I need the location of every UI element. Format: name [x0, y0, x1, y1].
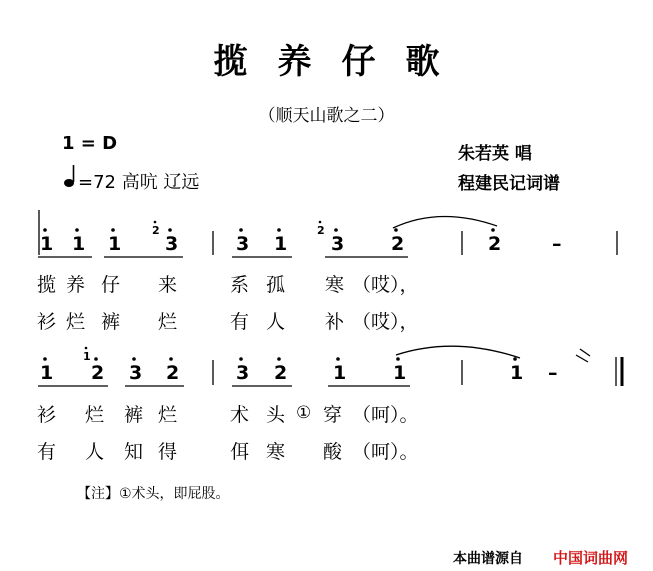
- lyric: 有: [37, 441, 57, 463]
- singer-credit: 朱若英 唱: [458, 144, 532, 164]
- lyric: （哎），: [352, 274, 419, 296]
- note: 1: [274, 233, 288, 255]
- lyric: 人: [266, 311, 286, 333]
- lyric: 补: [325, 311, 345, 333]
- lyric: 佴: [230, 441, 250, 463]
- octave-dot: [394, 228, 398, 232]
- octave-dot: [277, 357, 281, 361]
- note: 2: [391, 233, 405, 255]
- note: 1: [510, 362, 524, 384]
- octave-dot: [513, 357, 517, 361]
- octave-dot: [43, 228, 47, 232]
- note: 1: [72, 233, 86, 255]
- lyric: 有: [230, 311, 250, 333]
- note: 1: [40, 233, 54, 255]
- slur: [393, 216, 497, 228]
- key-signature: 1 = D: [62, 133, 118, 154]
- lyric: 人: [85, 441, 105, 463]
- transcriber-credit: 程建民记词谱: [458, 174, 560, 194]
- note: 1: [40, 362, 54, 384]
- note: 1: [108, 233, 122, 255]
- note: 2: [91, 362, 105, 384]
- slur: [396, 346, 520, 358]
- grace-note: 2: [152, 224, 160, 237]
- lyric: 来: [158, 274, 178, 296]
- lyric: 养: [66, 274, 86, 296]
- lyric: 衫: [37, 311, 57, 333]
- octave-dot: [154, 221, 157, 224]
- note: 2: [488, 233, 502, 255]
- footnote: 【注】①术头，即屁股。: [77, 486, 230, 502]
- octave-dot: [239, 357, 243, 361]
- octave-dot: [132, 357, 136, 361]
- footnote-marker: ①: [296, 403, 312, 423]
- octave-dot: [491, 228, 495, 232]
- breath-mark: [576, 349, 590, 362]
- lyric: 系: [230, 274, 250, 296]
- lyric: 孤: [266, 274, 286, 296]
- song-title: 揽养仔歌: [213, 42, 470, 82]
- source-site-link[interactable]: 中国词曲网: [553, 549, 629, 567]
- lyric: 知: [124, 441, 144, 463]
- source-label: 本曲谱源自: [453, 551, 523, 567]
- lyric: 头: [266, 404, 286, 426]
- note: –: [548, 362, 558, 384]
- octave-dot: [168, 228, 172, 232]
- lyric: 裤: [124, 404, 144, 426]
- lyric: 酸: [323, 441, 343, 463]
- lyric: 裤: [101, 311, 121, 333]
- tempo-marking: =72 高吭 辽远: [78, 172, 200, 193]
- lyric: 烂: [158, 311, 178, 333]
- lyric: （哎），: [352, 311, 419, 333]
- octave-dot: [43, 357, 47, 361]
- lyric: 得: [158, 441, 178, 463]
- lyric: （呵）。: [352, 441, 419, 463]
- octave-dot: [319, 221, 322, 224]
- octave-dot: [334, 228, 338, 232]
- note: 3: [165, 233, 179, 255]
- lyric: 揽: [37, 274, 57, 296]
- octave-dot: [75, 228, 79, 232]
- song-subtitle: （顺天山歌之二）: [258, 106, 395, 126]
- note: 1: [333, 362, 347, 384]
- note: 2: [274, 362, 288, 384]
- octave-dot: [94, 357, 98, 361]
- octave-dot: [169, 357, 173, 361]
- octave-dot: [396, 357, 400, 361]
- note: –: [552, 233, 562, 255]
- note: 3: [236, 233, 250, 255]
- octave-dot: [336, 357, 340, 361]
- lyric: 寒: [325, 274, 345, 296]
- grace-note: 1: [83, 350, 91, 363]
- lyric: （呵）。: [352, 404, 419, 426]
- grace-note: 2: [317, 224, 325, 237]
- octave-dot: [111, 228, 115, 232]
- lyric: 仔: [101, 274, 121, 296]
- note: 3: [331, 233, 345, 255]
- lyric: 寒: [266, 441, 286, 463]
- note: 1: [393, 362, 407, 384]
- note: 3: [236, 362, 250, 384]
- lyric: 烂: [66, 311, 86, 333]
- lyric: 烂: [85, 404, 105, 426]
- note: 2: [166, 362, 180, 384]
- lyric: 烂: [158, 404, 178, 426]
- lyric: 术: [230, 404, 250, 426]
- note: 3: [129, 362, 143, 384]
- lyric: 衫: [37, 404, 57, 426]
- octave-dot: [239, 228, 243, 232]
- lyric: 穿: [323, 404, 343, 426]
- octave-dot: [277, 228, 281, 232]
- octave-dot: [85, 347, 88, 350]
